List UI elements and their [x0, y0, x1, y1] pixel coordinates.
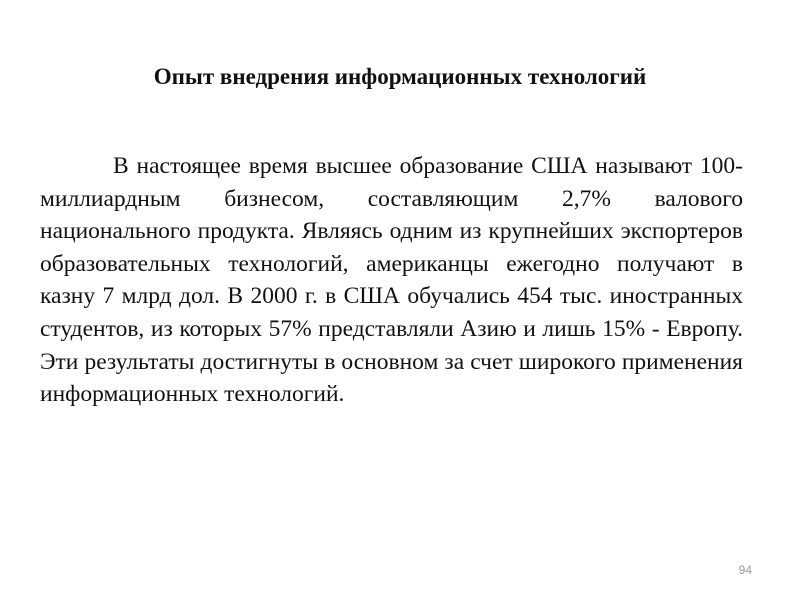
page-number: 94	[738, 563, 752, 577]
slide-title: Опыт внедрения информационных технологий	[153, 64, 647, 89]
body-paragraph: В настоящее время высшее образование США называют 100-миллиардным бизнесом, составляющим 2,7% валового национального продукта. Являясь одним из крупнейших экспортеров образовательных технологий, американцы ежегодно получают в казну 7 млрд дол. В 2000 г. в США обучались 454 тыс. иностранных студентов, из которых 57% представляли Азию и лишь 15% - Европу. Эти результаты достигнуты в основном за счет широкого применения информационных технологий.	[40, 153, 743, 408]
